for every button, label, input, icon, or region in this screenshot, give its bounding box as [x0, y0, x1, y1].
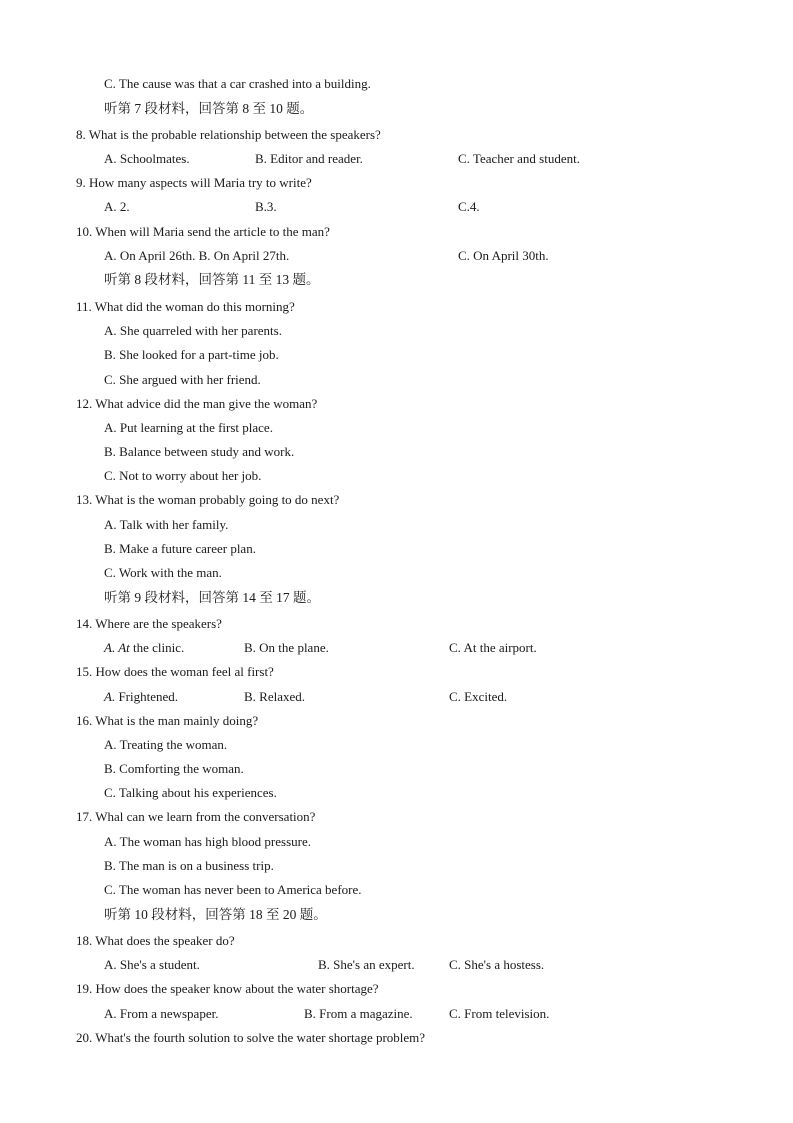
option-b: B. Comforting the woman. — [104, 761, 244, 776]
option-c: C. Excited. — [449, 689, 508, 704]
question-text: 12. What advice did the man give the woman? — [76, 396, 318, 411]
option-c: C. Teacher and student. — [458, 151, 580, 166]
option-c: C. The woman has never been to America before. — [104, 882, 362, 897]
question-text: 10. When will Maria send the article to the man? — [76, 224, 330, 239]
option-a-letter: A. At — [104, 640, 130, 655]
question-text: 11. What did the woman do this morning? — [76, 299, 295, 314]
question-text: 9. How many aspects will Maria try to write? — [76, 175, 312, 190]
option-b: B. She's an expert. — [318, 957, 415, 972]
question-text: 15. How does the woman feel al first? — [76, 664, 274, 679]
option-a: A. Treating the woman. — [104, 737, 228, 752]
option-c: C. Talking about his experiences. — [104, 785, 277, 800]
option-a: A. The woman has high blood pressure. — [104, 834, 312, 849]
option-a: A. She's a student. — [104, 957, 200, 972]
option-b: B. From a magazine. — [304, 1006, 413, 1021]
option-c: C. She argued with her friend. — [104, 372, 261, 387]
section-heading: 听第 9 段材料，回答第 14 至 17 题。 — [104, 590, 320, 605]
option-c: C. From television. — [449, 1006, 550, 1021]
question-text: 13. What is the woman probably going to do next? — [76, 492, 340, 507]
option-b: B. She looked for a part-time job. — [104, 347, 279, 362]
option-b: B. Balance between study and work. — [104, 444, 295, 459]
section-heading: 听第 10 段材料，回答第 18 至 20 题。 — [104, 907, 327, 922]
question-text: 16. What is the man mainly doing? — [76, 713, 259, 728]
option-a: A. Put learning at the first place. — [104, 420, 273, 435]
option-a-b: A. On April 26th. B. On April 27th. — [104, 248, 290, 263]
section-heading: 听第 7 段材料，回答第 8 至 10 题。 — [104, 101, 314, 116]
option-a-letter: A. — [104, 689, 116, 704]
option-c: C. She's a hostess. — [449, 957, 545, 972]
option-c: C.4. — [458, 199, 480, 214]
option-a-text: Frightened. — [115, 689, 179, 704]
question-text: 18. What does the speaker do? — [76, 933, 235, 948]
option-a: A. 2. — [104, 199, 130, 214]
option-a — [104, 689, 178, 705]
question-text: 19. How does the speaker know about the water shortage? — [76, 981, 379, 996]
option-c: C. Work with the man. — [104, 565, 222, 580]
option-a: A. She quarreled with her parents. — [104, 323, 282, 338]
option-c: C. At the airport. — [449, 640, 537, 655]
option-c: C. On April 30th. — [458, 248, 549, 263]
option-b: B. On the plane. — [244, 640, 329, 655]
option-b: B. The man is on a business trip. — [104, 858, 274, 873]
option-b: B.3. — [255, 199, 277, 214]
question-text: 20. What's the fourth solution to solve the water shortage problem? — [76, 1030, 426, 1045]
option-a-text: the clinic. — [129, 640, 185, 655]
option-c: C. Not to worry about her job. — [104, 468, 262, 483]
option-b: B. Editor and reader. — [255, 151, 363, 166]
option-b: B. Make a future career plan. — [104, 541, 256, 556]
option-a: A. Schoolmates. — [104, 151, 190, 166]
option-line: C. The cause was that a car crashed into a building. — [104, 76, 371, 91]
option-a: A. Talk with her family. — [104, 517, 229, 532]
option-a — [104, 640, 184, 656]
question-text: 8. What is the probable relationship between the speakers? — [76, 127, 381, 142]
question-text: 14. Where are the speakers? — [76, 616, 222, 631]
section-heading: 听第 8 段材料，回答第 11 至 13 题。 — [104, 272, 320, 287]
question-text: 17. Whal can we learn from the conversation? — [76, 809, 316, 824]
option-a: A. From a newspaper. — [104, 1006, 219, 1021]
option-b: B. Relaxed. — [244, 689, 306, 704]
